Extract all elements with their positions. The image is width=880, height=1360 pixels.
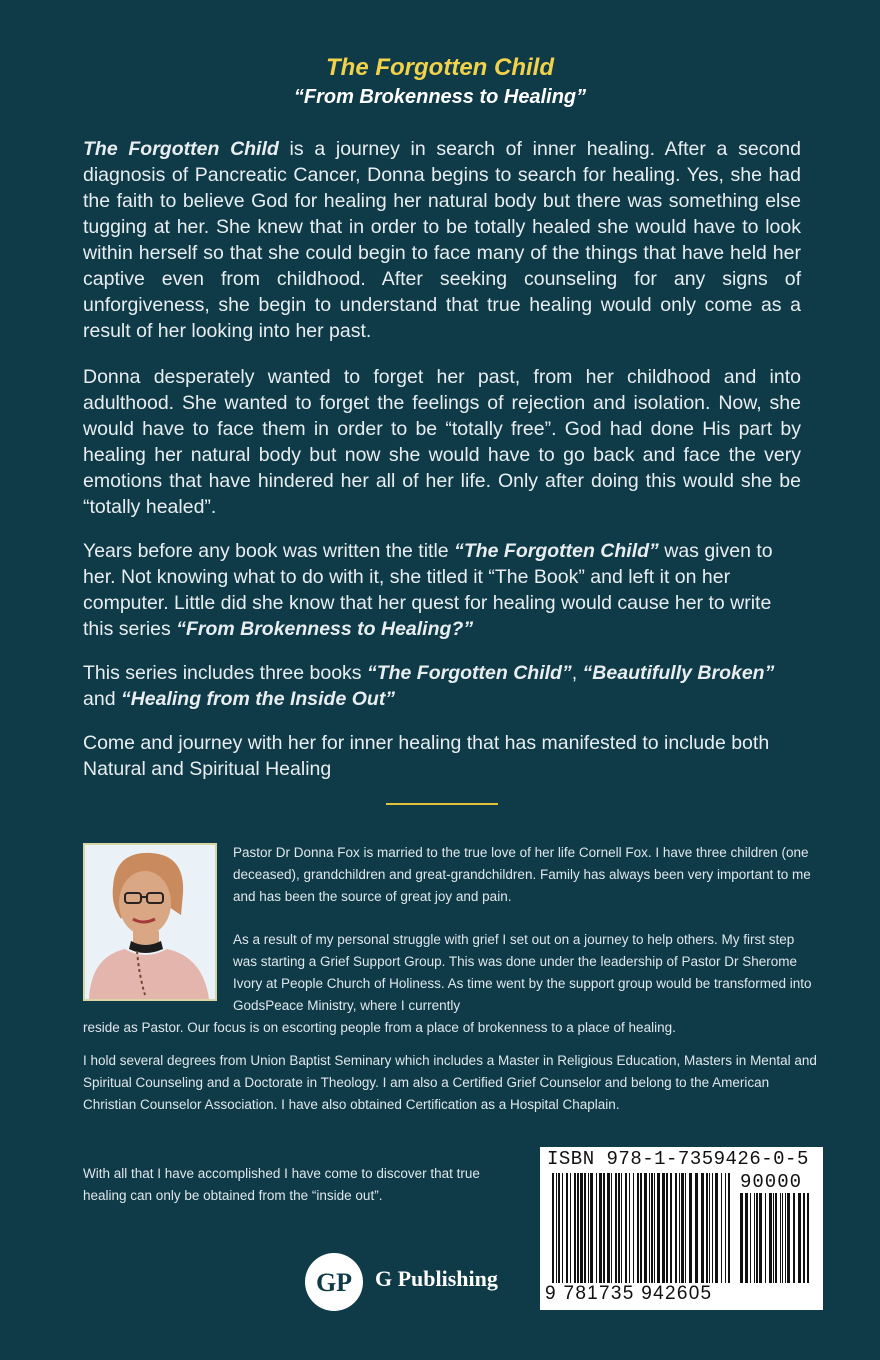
publisher-logo-letters: GP	[315, 1268, 353, 1297]
author-photo	[83, 843, 217, 1001]
bio-paragraph-2: As a result of my personal struggle with grief I set out on a journey to help others. My first step was starting a Grief Support Group. This was done under the leadership of Pastor Dr Sherome Ivory at People Church of Holiness. As time went by the support group would be transformed into GodsPeace Ministry, where I currently	[233, 932, 812, 1013]
blurb-text: Years before any book was written the title	[83, 540, 455, 562]
bio-paragraph-3: I hold several degrees from Union Baptist Seminary which includes a Master in Religious Education, Masters in Mental and Spiritual Counseling and a Doctorate in Theology. I am also a Certified Grief Counselor and belong to the American Christian Counselor Association. I have also obtained Certification as a Hospital Chaplain.	[83, 1053, 817, 1112]
bio-paragraph-2-continued: reside as Pastor. Our focus is on escorting people from a place of brokenness to a place of healing.	[83, 1020, 676, 1035]
price-code: 90000	[740, 1171, 803, 1193]
blurb-text: is a journey in search of inner healing. After a second diagnosis of Pancreatic Cancer, Donna begins to search for healing. Yes, she had the faith to believe God for healing her natural body but there was something else tugging at her. She knew that in order to be totally healed she would have to look within herself so that she could begin to face many of the things that have held her captive even from childhood. After seeking counseling for any signs of unforgiveness, she begin to understand that true healing would only come as a result of her looking into her past.	[83, 138, 801, 342]
publisher-name: G Publishing	[375, 1266, 498, 1291]
blurb-paragraph-3	[83, 538, 801, 642]
blurb-paragraph-1	[83, 136, 801, 344]
blurb-paragraph-5: Come and journey with her for inner healing that has manifested to include both Natural and Spiritual Healing	[83, 732, 770, 780]
blurb-paragraph-2: Donna desperately wanted to forget her past, from her childhood and into adulthood. She wanted to forget the feelings of rejection and isolation. Now, she would have to face them in order to be “totally free”. God had done His part by healing her natural body but now she would have to go back and face the very emotions that have hindered her all of her life. Only after doing this would she be “totally healed”.	[83, 366, 801, 518]
blurb-text: This series includes three books	[83, 662, 367, 684]
bio-paragraph-4: With all that I have accomplished I have come to discover that true healing can only be obtained from the “inside out”.	[83, 1166, 480, 1203]
barcode-price-bars	[740, 1193, 809, 1283]
blurb-emphasis: “Beautifully Broken”	[582, 662, 775, 684]
bio-paragraph-1: Pastor Dr Donna Fox is married to the true love of her life Cornell Fox. I have three children (one deceased), grandchildren and great-grandchildren. Family has always been very important to me and has been the source of great joy and pain.	[233, 845, 811, 904]
barcode-bars	[552, 1173, 730, 1283]
ean-number: 9 781735 942605	[545, 1283, 713, 1304]
blurb-text: ,	[571, 662, 583, 684]
section-divider	[386, 803, 498, 805]
publisher-logo	[305, 1253, 363, 1311]
blurb-emphasis: “The Forgotten Child”	[454, 540, 659, 562]
blurb-emphasis: “From Brokenness to Healing?”	[176, 618, 474, 640]
blurb-emphasis: “Healing from the Inside Out”	[120, 688, 396, 710]
book-subtitle: “From Brokenness to Healing”	[293, 86, 587, 108]
blurb-title-emphasis: The Forgotten Child	[83, 138, 279, 160]
book-title: The Forgotten Child	[326, 54, 554, 81]
blurb-emphasis: “The Forgotten Child”	[366, 662, 572, 684]
blurb-paragraph-4	[83, 660, 801, 712]
blurb-text: was given to her. Not knowing what to do with it, she titled it “The Book” and left it on her computer. Little did she know that her quest for healing would cause her to write this series	[83, 540, 773, 640]
isbn-number: ISBN 978-1-7359426-0-5	[547, 1148, 809, 1170]
blurb-text: and	[83, 688, 121, 710]
